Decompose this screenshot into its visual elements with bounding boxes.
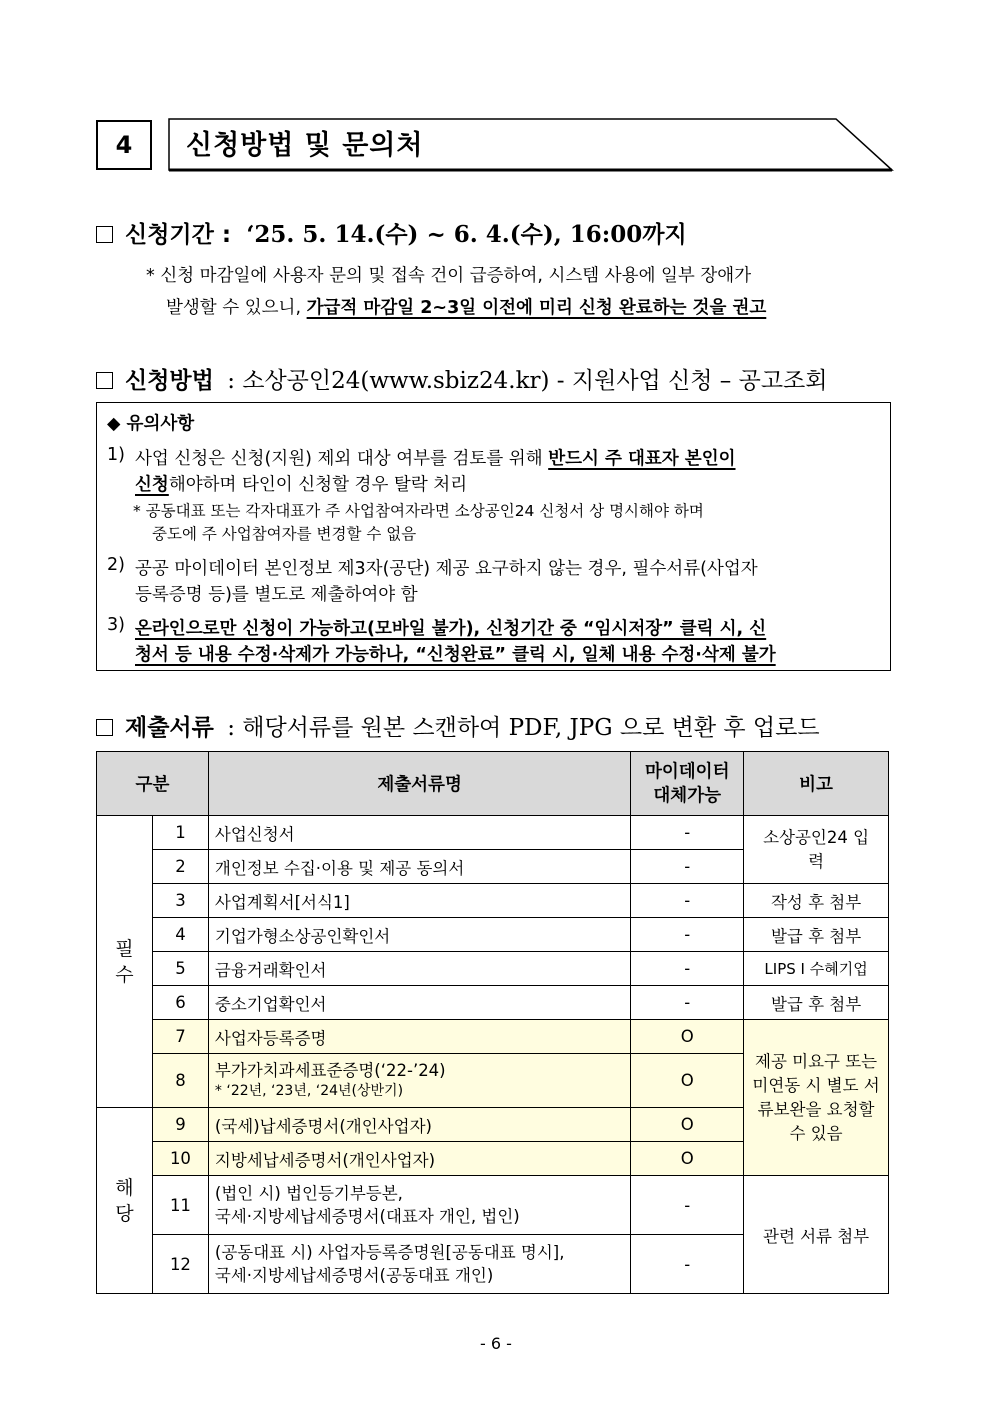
remark-r7: 제공 미요구 또는 미연동 시 별도 서류보완을 요청할 수 있음	[744, 1020, 889, 1176]
period-value: ‘25. 5. 14.(수) ~ 6. 4.(수), 16:00까지	[246, 221, 687, 248]
table-row	[97, 986, 889, 1020]
row-name: 지방세납세증명서(개인사업자)	[208, 1142, 630, 1176]
period-note-plain: 발생할 수 있으니,	[166, 298, 302, 318]
table-row	[97, 1176, 889, 1235]
group-applicable: 해 당	[97, 1108, 153, 1294]
row-no: 2	[152, 850, 208, 884]
caution-box	[96, 402, 891, 671]
row-name	[208, 1054, 630, 1108]
caution-item1-line1	[135, 445, 736, 470]
row-no: 7	[152, 1020, 208, 1054]
table-row	[97, 1020, 889, 1054]
period-label: 신청기간 :	[125, 222, 232, 248]
documents-table	[96, 751, 889, 1294]
row-no: 4	[152, 918, 208, 952]
documents-value: : 해당서류를 원본 스캔하여 PDF, JPG 으로 변환 후 업로드	[227, 715, 820, 741]
remark-r11: 관련 서류 첨부	[744, 1176, 889, 1294]
period-note-line1: * 신청 마감일에 사용자 문의 및 접속 건이 급증하여, 시스템 사용에 일부 장애가	[146, 266, 752, 286]
header-category: 구분	[97, 752, 209, 816]
header-mydata: 마이데이터 대체가능	[631, 752, 744, 816]
row-name: (국세)납세증명서(개인사업자)	[208, 1108, 630, 1142]
checkbox-icon	[96, 226, 113, 243]
row-name	[208, 1176, 630, 1235]
caution-item3-line1: 온라인으로만 신청이 가능하고(모바일 불가), 신청기간 중 “임시저장” 클릭 시, 신	[135, 619, 767, 639]
row-name: 사업자등록증명	[208, 1020, 630, 1054]
header-name: 제출서류명	[208, 752, 630, 816]
row-name: 사업신청서	[208, 816, 630, 850]
method-label: 신청방법	[125, 368, 214, 394]
caution-item1-num: 1)	[107, 445, 125, 465]
row-name-main: 부가가치과세표준증명(‘22-’24)	[214, 1060, 446, 1080]
row-mydata: O	[631, 1142, 744, 1176]
caution-item2-line2: 등록증명 등)를 별도로 제출하여야 함	[135, 585, 418, 605]
caution-item1-emphasis: 반드시 주 대표자 본인이	[548, 449, 736, 469]
table-row	[97, 952, 889, 986]
row-mydata: -	[631, 986, 744, 1020]
row-name-line2: 국세·지방세납세증명서(공동대표 개인)	[214, 1266, 494, 1285]
table-row	[97, 918, 889, 952]
remark-r1: 소상공인24 입력	[744, 816, 889, 884]
caution-item1-plain: 사업 신청은 신청(지원) 제외 대상 여부를 검토를 위해	[135, 449, 543, 469]
row-name: 금융거래확인서	[208, 952, 630, 986]
remark-r5: LIPS I 수혜기업	[744, 952, 889, 986]
documents-label: 제출서류	[125, 715, 214, 741]
documents-heading	[96, 709, 820, 742]
row-name	[208, 1235, 630, 1294]
row-name: 중소기업확인서	[208, 986, 630, 1020]
row-no: 5	[152, 952, 208, 986]
row-mydata: -	[631, 816, 744, 850]
checkbox-icon	[96, 719, 113, 736]
caution-item1-rest: 해야하며 타인이 신청할 경우 탈락 처리	[168, 475, 468, 495]
caution-item2-line1: 공공 마이데이터 본인정보 제3자(공단) 제공 요구하지 않는 경우, 필수서류(사업자	[135, 559, 758, 579]
row-no: 1	[152, 816, 208, 850]
caution-item2-num: 2)	[107, 555, 125, 575]
row-name-line1: (법인 시) 법인등기부등본,	[214, 1184, 403, 1203]
section-title: 신청방법 및 문의처	[186, 130, 424, 161]
caution-item3-line2: 청서 등 내용 수정·삭제가 가능하나, “신청완료” 클릭 시, 일체 내용 수정·삭제 불가	[135, 645, 776, 665]
section-number: 4	[96, 120, 152, 170]
row-mydata: -	[631, 884, 744, 918]
row-no: 10	[152, 1142, 208, 1176]
checkbox-icon	[96, 372, 113, 389]
row-mydata: O	[631, 1020, 744, 1054]
group-required: 필 수	[97, 816, 153, 1108]
row-no: 11	[152, 1176, 208, 1235]
remark-r6: 발급 후 첨부	[744, 986, 889, 1020]
caution-item3-num: 3)	[107, 615, 125, 635]
period-note-emphasis: 가급적 마감일 2~3일 이전에 미리 신청 완료하는 것을 권고	[306, 298, 767, 318]
row-mydata: -	[631, 952, 744, 986]
row-no: 12	[152, 1235, 208, 1294]
caution-item1-emphasis2: 신청	[135, 475, 169, 495]
row-mydata: -	[631, 850, 744, 884]
row-name: 개인정보 수집·이용 및 제공 동의서	[208, 850, 630, 884]
row-name: 기업가형소상공인확인서	[208, 918, 630, 952]
row-name-sub: * ‘22년, ‘23년, ‘24년(상반기)	[214, 1082, 404, 1099]
row-mydata: -	[631, 1176, 744, 1235]
row-name-line2: 국세·지방세납세증명서(대표자 개인, 법인)	[214, 1207, 520, 1226]
page-number: - 6 -	[480, 1334, 512, 1353]
period-note-line2	[166, 294, 766, 319]
method-heading	[96, 362, 828, 395]
caution-item1-sub2: 중도에 주 사업참여자를 변경할 수 없음	[152, 525, 417, 543]
row-mydata: -	[631, 918, 744, 952]
caution-title: ◆ 유의사항	[107, 414, 195, 434]
row-mydata: O	[631, 1108, 744, 1142]
table-row	[97, 884, 889, 918]
row-name-line1: (공동대표 시) 사업자등록증명원[공동대표 명시],	[214, 1243, 565, 1262]
remark-r3: 작성 후 첨부	[744, 884, 889, 918]
row-name: 사업계획서[서식1]	[208, 884, 630, 918]
header-remark: 비고	[744, 752, 889, 816]
table-header-row	[97, 752, 889, 816]
row-no: 9	[152, 1108, 208, 1142]
row-no: 3	[152, 884, 208, 918]
period-heading	[96, 216, 687, 249]
row-mydata: O	[631, 1054, 744, 1108]
method-value: : 소상공인24(www.sbiz24.kr) - 지원사업 신청 – 공고조회	[227, 368, 828, 394]
remark-r4: 발급 후 첨부	[744, 918, 889, 952]
caution-item1-line2	[135, 471, 467, 496]
caution-item1-sub1: * 공동대표 또는 각자대표가 주 사업참여자라면 소상공인24 신청서 상 명시해야 하며	[133, 502, 704, 520]
row-mydata: -	[631, 1235, 744, 1294]
row-no: 6	[152, 986, 208, 1020]
row-no: 8	[152, 1054, 208, 1108]
table-row	[97, 816, 889, 850]
